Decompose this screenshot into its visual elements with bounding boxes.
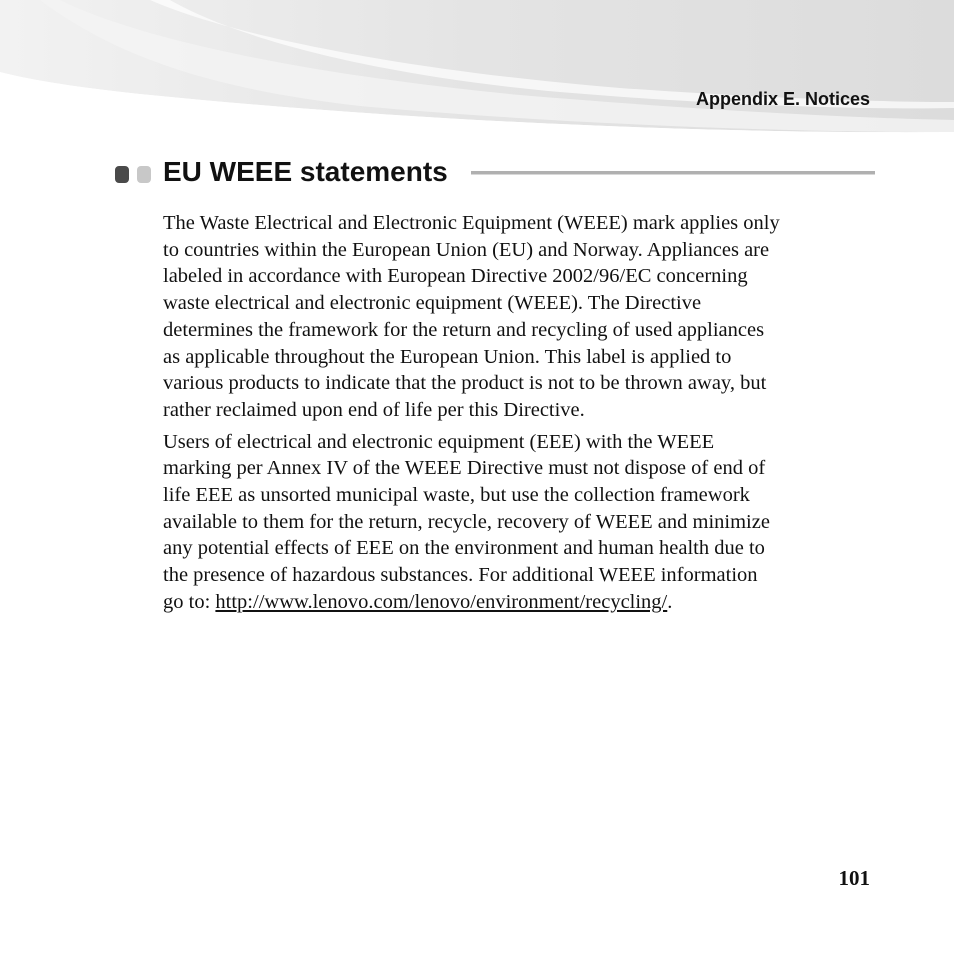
title-rule-divider [471, 171, 875, 175]
heading-bullet-dark-icon [115, 166, 129, 183]
text-line: any potential effects of EEE on the environment and human health due to [163, 537, 765, 560]
text-line: labeled in accordance with European Directive 2002/96/EC concerning [163, 265, 748, 288]
text-line: life EEE as unsorted municipal waste, but use the collection framework [163, 484, 750, 507]
section-heading [115, 154, 875, 194]
text-line: as applicable throughout the European Union. This label is applied to [163, 345, 732, 368]
text-line: to countries within the European Union (EU) and Norway. Appliances are [163, 238, 770, 261]
body-text [163, 210, 875, 621]
paragraph-weee-mark [163, 210, 875, 424]
text-line: waste electrical and electronic equipment (WEEE). The Directive [163, 292, 702, 315]
text-line: rather reclaimed upon end of life per this Directive. [163, 398, 585, 421]
text-line: marking per Annex IV of the WEEE Directive must not dispose of end of [163, 457, 766, 480]
header-decorative-band [0, 0, 954, 140]
text-line: available to them for the return, recycle, recovery of WEEE and minimize [163, 510, 770, 533]
text-line: The Waste Electrical and Electronic Equipment (WEEE) mark applies only [163, 212, 780, 234]
paragraph-eee-users [163, 429, 875, 616]
text-line-suffix: . [667, 590, 673, 613]
text-line: the presence of hazardous substances. For additional WEEE information [163, 564, 758, 587]
recycling-link[interactable]: http://www.lenovo.com/lenovo/environment/recycling/ [215, 590, 668, 613]
running-header-title: Appendix E. Notices [695, 89, 870, 109]
text-line: various products to indicate that the product is not to be thrown away, but [163, 372, 767, 395]
text-line: Users of electrical and electronic equipment (EEE) with the WEEE [163, 430, 715, 453]
page-number: 101 [838, 866, 870, 890]
text-line-prefix: go to: [163, 590, 216, 613]
heading-bullet-light-icon [137, 166, 151, 183]
section-title: EU WEEE statements [163, 156, 448, 187]
text-line: determines the framework for the return and recycling of used appliances [163, 318, 765, 341]
